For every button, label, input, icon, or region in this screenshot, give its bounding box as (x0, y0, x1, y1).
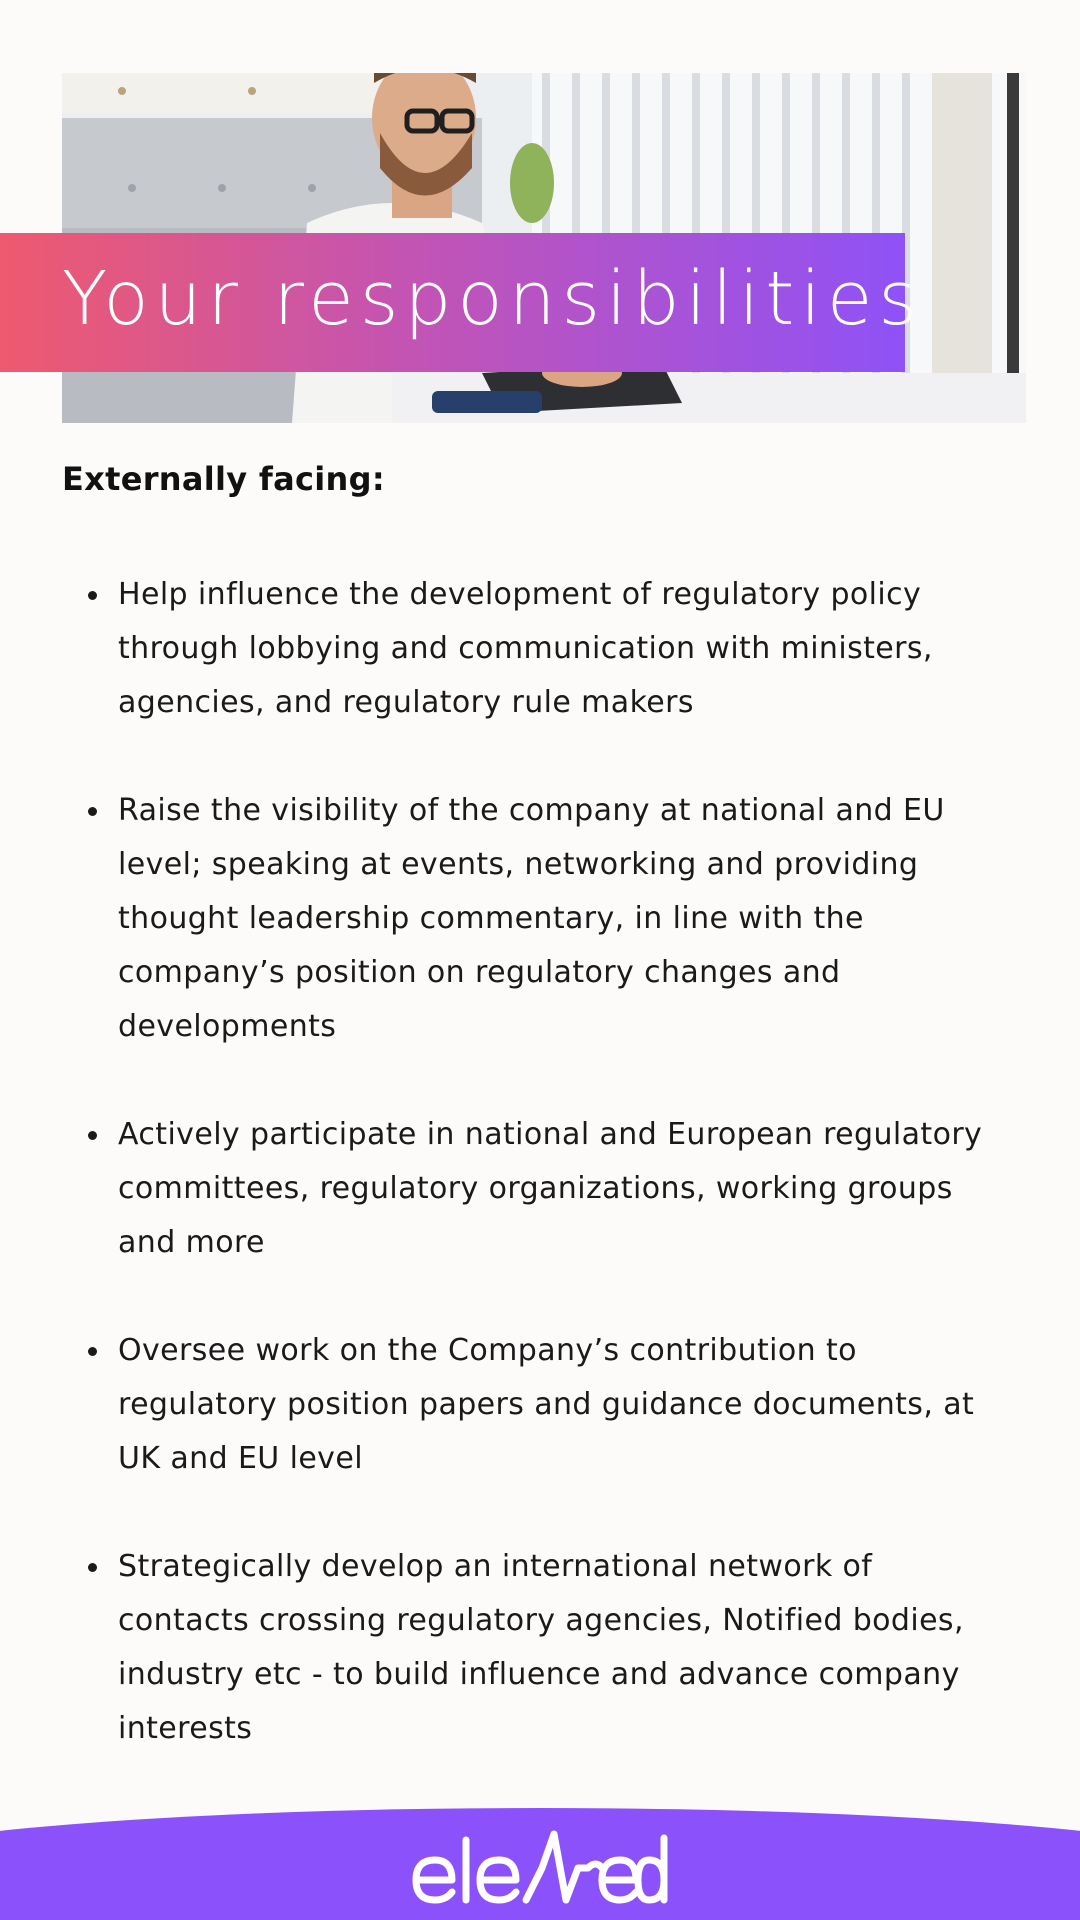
list-item (62, 1540, 992, 1756)
elemed-logo-icon (408, 1828, 672, 1908)
page-title: Your responsibilities (62, 255, 923, 342)
bullet-icon (88, 1347, 97, 1356)
bullet-icon (88, 807, 97, 816)
list-item (62, 1324, 992, 1486)
bullet-icon (88, 1563, 97, 1572)
list-item-text: Oversee work on the Company’s contribution to regulatory position papers and guidance documents, at UK and EU level (118, 1333, 975, 1476)
elemed-logo (408, 1828, 672, 1908)
list-item (62, 1108, 992, 1270)
list-item (62, 568, 992, 730)
list-item-text: Actively participate in national and European regulatory committees, regulatory organizations, working groups and more (118, 1117, 983, 1260)
section-heading: Externally facing: (62, 460, 385, 498)
list-item-text: Raise the visibility of the company at national and EU level; speaking at events, networking and providing thought leadership commentary, in line with the company’s position on regulatory changes and developments (118, 793, 945, 1044)
responsibilities-list (62, 568, 992, 1810)
footer (0, 1808, 1080, 1920)
list-item-text: Strategically develop an international network of contacts crossing regulatory agencies, Notified bodies, industry etc - to build influence and advance company interests (118, 1549, 964, 1746)
list-item (62, 784, 992, 1054)
bullet-icon (88, 1131, 97, 1140)
list-item-text: Help influence the development of regulatory policy through lobbying and communication with ministers, agencies, and regulatory rule makers (118, 577, 933, 720)
title-banner (0, 233, 923, 372)
bullet-icon (88, 591, 97, 600)
